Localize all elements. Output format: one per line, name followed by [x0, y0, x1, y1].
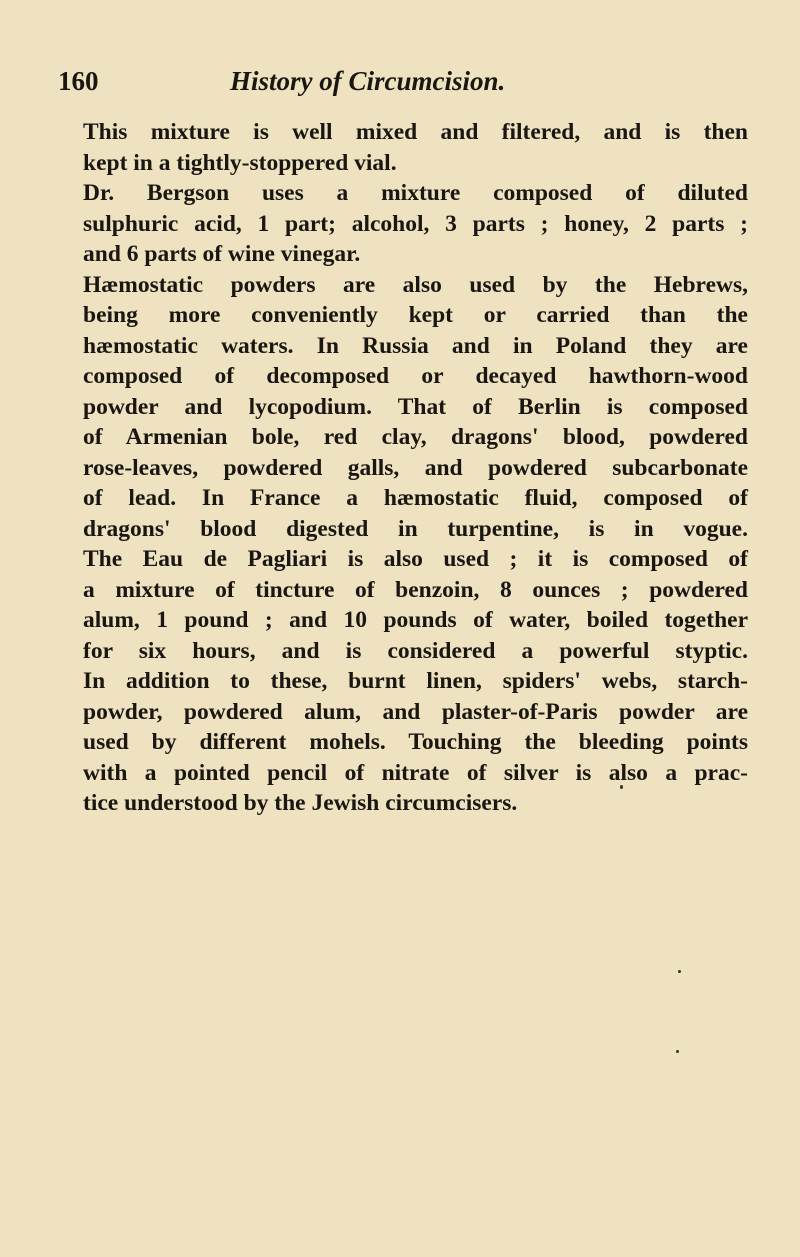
text-line: of Armenian bole, red clay, dragons' blood, powdered — [83, 424, 748, 450]
text-line: powder and lycopodium. That of Berlin is composed — [83, 393, 748, 420]
text-line: hæmostatic waters. In Russia and in Poland they are — [83, 332, 748, 359]
text-line: This mixture is well mixed and filtered, and is then — [83, 119, 748, 145]
text-line: tice understood by the Jewish circumcisers. — [83, 790, 518, 816]
text-line: dragons' blood digested in turpentine, is in vogue. — [83, 515, 748, 542]
text-line: composed of decomposed or decayed hawthorn-wood — [83, 363, 748, 389]
text-line: and 6 parts of wine vinegar. — [83, 241, 361, 267]
running-title: History of Circumcision. — [230, 66, 506, 96]
paragraph-3 — [58, 270, 748, 819]
text-line: used by different mohels. Touching the bleeding points — [83, 729, 748, 755]
text-line: for six hours, and is considered a powerful styptic. — [83, 637, 748, 664]
page-header — [58, 66, 748, 106]
text-line: Hæmostatic powders are also used by the Hebrews, — [83, 271, 748, 298]
text-line: In addition to these, burnt linen, spiders' webs, starch- — [83, 668, 748, 694]
paper-speck — [678, 970, 681, 973]
text-line: with a pointed pencil of nitrate of silver is also a prac- — [83, 759, 748, 786]
text-line: a mixture of tincture of benzoin, 8 ounces ; powdered — [83, 576, 748, 603]
text-line: rose-leaves, powdered galls, and powdered subcarbonate — [83, 454, 748, 481]
paragraph-1 — [58, 117, 748, 178]
text-line: The Eau de Pagliari is also used ; it is composed of — [83, 546, 748, 572]
text-line: being more conveniently kept or carried than the — [83, 302, 748, 328]
paragraph-2 — [58, 178, 748, 270]
text-line: sulphuric acid, 1 part; alcohol, 3 parts ; honey, 2 parts ; — [83, 210, 748, 237]
text-line: powder, powdered alum, and plaster-of-Paris powder are — [83, 698, 748, 725]
text-line: Dr. Bergson uses a mixture composed of diluted — [83, 180, 748, 206]
text-line: alum, 1 pound ; and 10 pounds of water, boiled together — [83, 607, 748, 633]
text-line: of lead. In France a hæmostatic fluid, composed of — [83, 485, 748, 511]
body-text — [58, 117, 748, 819]
page-number: 160 — [58, 66, 99, 96]
text-line: kept in a tightly-stoppered vial. — [83, 149, 397, 176]
paper-speck — [620, 785, 623, 789]
paper-speck — [676, 1050, 679, 1053]
